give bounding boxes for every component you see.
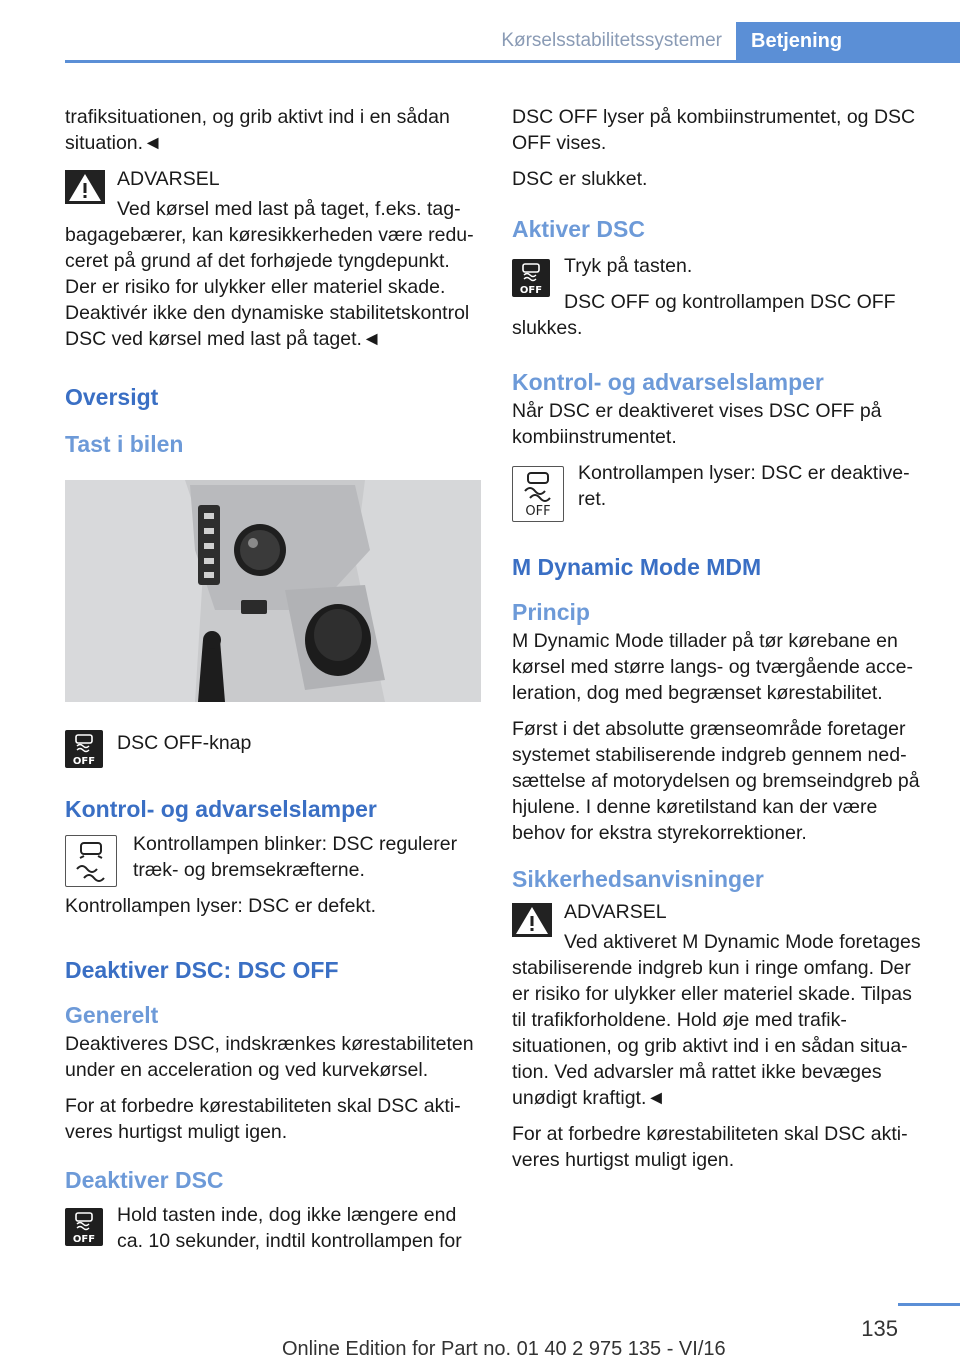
aktiver-text-2: DSC OFF og kontrollampen DSC OFF slukkes. bbox=[512, 291, 896, 339]
aktiver-text-1: Tryk på tasten. bbox=[564, 255, 693, 277]
kontrol-text: Når DSC er deaktiveret vises DSC OFF på kombiinstrumentet. bbox=[512, 400, 882, 448]
warning-2-text: Ved aktiveret M Dynamic Mode foretages stabiliserende indgreb kun i ringe omfang. Der er risiko for ulykker eller materiel skade. Tilpas til trafikforholdene. Hold øje med trafiksituationen, og grib aktivt ind i en sådan situation. Ved advarsler må rattet ikke bevæges unødigt kraftigt.◄ bbox=[512, 931, 921, 1109]
dsc-off-icon bbox=[512, 259, 550, 297]
warning-triangle-icon bbox=[65, 170, 105, 204]
dsc-off-button-label: DSC OFF-knap bbox=[117, 732, 252, 754]
header-rule bbox=[65, 60, 960, 63]
deaktiver-row bbox=[65, 1202, 485, 1254]
lamp-blink-text: Kontrollampen blinker: DSC regulerer træk- og bremsekræfterne. bbox=[133, 833, 458, 881]
heading-aktiver-dsc: Aktiver DSC bbox=[512, 216, 645, 242]
princip-text-2: Først i det absolutte grænseområde foretager systemet stabiliserende indgreb gennem nedsættelse af motorydelsen og bremseindgreb på hjulene. I denne køretilstand kan der være behov for ekstra styrekorrektioner. bbox=[512, 718, 920, 844]
svg-text:OFF: OFF bbox=[72, 756, 96, 767]
lamp-defekt-text: Kontrollampen lyser: DSC er defekt. bbox=[65, 895, 377, 917]
continuation-text-1: DSC OFF lyser på kombiinstrumentet, og DSC OFF vises. bbox=[512, 106, 916, 154]
lamp-deaktiveret-text: Kontrollampen lyser: DSC er deaktiveret. bbox=[578, 462, 910, 510]
heading-generelt: Generelt bbox=[65, 1002, 159, 1028]
heading-mdm: M Dynamic Mode MDM bbox=[512, 554, 762, 580]
dsc-off-lamp-icon bbox=[512, 466, 564, 522]
page-header bbox=[65, 22, 960, 62]
svg-text:OFF: OFF bbox=[72, 1234, 96, 1245]
warning-triangle-icon bbox=[512, 903, 552, 937]
warning-block-2 bbox=[512, 899, 928, 1111]
continuation-text-2: DSC er slukket. bbox=[512, 168, 648, 190]
heading-deaktiver-dsc: Deaktiver DSC bbox=[65, 1167, 224, 1193]
deaktiver-text: Hold tasten inde, dog ikke længere end ca. 10 sekunder, indtil kontrollampen for bbox=[117, 1204, 462, 1252]
dsc-off-button-row bbox=[65, 724, 485, 770]
generelt-text-2: For at forbedre kørestabiliteten skal DSC aktiveres hurtigst muligt igen. bbox=[65, 1095, 461, 1143]
heading-deaktiver-dsc-off: Deaktiver DSC: DSC OFF bbox=[65, 957, 339, 983]
warning-2-title: ADVARSEL bbox=[564, 901, 667, 923]
dsc-lamp-icon bbox=[65, 835, 117, 887]
lamp-row bbox=[65, 831, 485, 923]
page-number: 135 bbox=[861, 1316, 898, 1341]
heading-sikkerhed: Sikkerhedsanvisninger bbox=[512, 866, 764, 892]
footer-rule bbox=[898, 1303, 960, 1306]
heading-kontrol-right: Kontrol- og advarselslamper bbox=[512, 369, 824, 395]
right-column bbox=[512, 104, 928, 1177]
dsc-off-icon bbox=[65, 1208, 103, 1246]
aktiver-row bbox=[512, 253, 928, 345]
heading-princip: Princip bbox=[512, 599, 590, 625]
lamp-off-row bbox=[512, 460, 928, 526]
header-section-title: Kørselsstabilitetssystemer bbox=[501, 30, 722, 51]
heading-oversigt: Oversigt bbox=[65, 384, 159, 410]
console-photo bbox=[65, 480, 481, 702]
left-column bbox=[65, 104, 485, 1258]
dsc-off-icon bbox=[65, 730, 103, 768]
warning-1-title: ADVARSEL bbox=[117, 168, 220, 190]
closing-text: For at forbedre kørestabiliteten skal DSC aktiveres hurtigst muligt igen. bbox=[512, 1123, 908, 1171]
header-tab: Betjening bbox=[736, 22, 960, 63]
princip-text-1: M Dynamic Mode tillader på tør kørebane en kørsel med større langs- og tværgående acceleration, dog med begrænset kørestabilitet. bbox=[512, 630, 913, 704]
generelt-text-1: Deaktiveres DSC, indskrænkes kørestabiliteten under en acceleration og ved kurvekørsel. bbox=[65, 1033, 474, 1081]
footer-edition: Online Edition for Part no. 01 40 2 975 135 - VI/16 bbox=[282, 1338, 726, 1360]
warning-block-1 bbox=[65, 166, 485, 352]
svg-text:OFF: OFF bbox=[519, 285, 543, 296]
svg-text:OFF: OFF bbox=[525, 504, 551, 519]
heading-tast-i-bilen: Tast i bilen bbox=[65, 431, 184, 457]
intro-text: trafiksituationen, og grib aktivt ind i en sådan situation.◄ bbox=[65, 106, 450, 154]
heading-kontrol-left: Kontrol- og advarselslamper bbox=[65, 796, 377, 822]
warning-1-text: Ved kørsel med last på taget, f.eks. tagbagagebærer, kan køresikkerheden være reduceret på grund af det forhøjede tyngdepunkt. Der er risiko for ulykker eller materiel skade. Deaktivér ikke den dynamiske stabilitetskontrol DSC ved kørsel med last på taget.◄ bbox=[65, 198, 474, 350]
